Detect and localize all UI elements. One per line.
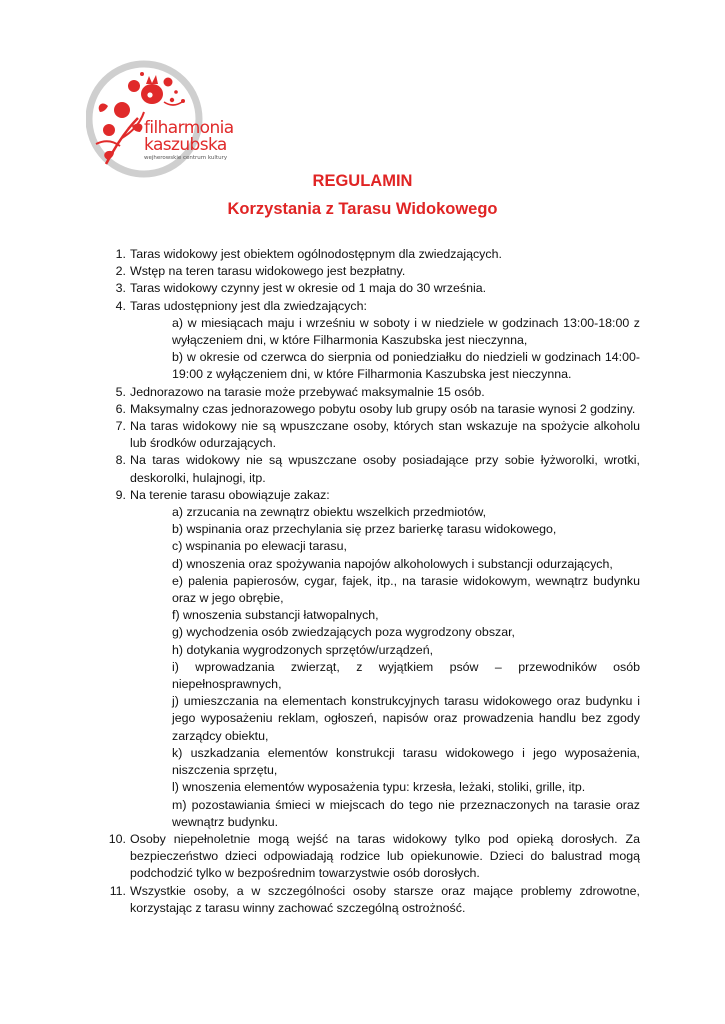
sub-list-item: b) wspinania oraz przechylania się przez barierkę tarasu widokowego,	[172, 522, 557, 537]
list-item-text: Na taras widokowy nie są wpuszczane osoby, których stan wskazuje na spożycie alkoholu lub środków odurzających.	[130, 419, 640, 451]
list-item-text: Taras widokowy jest obiektem ogólnodostępnym dla zwiedzających.	[130, 247, 502, 261]
list-item	[108, 883, 640, 917]
sub-list-item: a) zrzucania na zewnątrz obiektu wszelkich przedmiotów,	[172, 505, 487, 520]
list-item-number: 4.	[115, 298, 126, 313]
list-item-text: Taras udostępniony jest dla zwiedzających:	[130, 298, 367, 313]
logo-line-2: kaszubska	[144, 135, 227, 155]
list-item-text: Maksymalny czas jednorazowego pobytu osoby lub grupy osób na tarasie wynosi 2 godziny.	[130, 401, 636, 416]
list-item	[108, 418, 640, 452]
document-subtitle: Korzystania z Tarasu Widokowego	[227, 200, 498, 218]
list-item-number: 8.	[115, 453, 126, 468]
list-item	[108, 384, 640, 401]
sub-list-item: d) wnoszenia oraz spożywania napojów alkoholowych i substancji odurzających,	[172, 556, 613, 571]
list-item-text: Taras widokowy czynny jest w okresie od 1 maja do 30 września.	[130, 281, 487, 296]
sub-list-item: c) wspinania po elewacji tarasu,	[172, 539, 347, 554]
list-item	[108, 401, 640, 418]
document-title: REGULAMIN	[312, 172, 413, 190]
list-item-number: 6.	[115, 401, 126, 416]
list-item-number: 9.	[115, 487, 126, 502]
list-item-text: Jednorazowo na tarasie może przebywać maksymalnie 15 osób.	[130, 384, 485, 399]
list-item	[108, 487, 640, 831]
list-item-text: Wszystkie osoby, a w szczególności osoby starsze oraz mające problemy zdrowotne, korzystając z tarasu winny zachować szczególną ostrożność.	[130, 883, 640, 915]
sub-list-item: b) w okresie od czerwca do sierpnia od poniedziałku do niedzieli w godzinach 14:00-19:00 z wyłączeniem dni, w które Filharmonia Kaszubska jest nieczynna.	[172, 350, 640, 382]
list-item	[108, 246, 640, 263]
sub-list-item: a) w miesiącach maju i wrześniu w soboty i w niedziele w godzinach 13:00-18:00 z wyłączeniem dni, w które Filharmonia Kaszubska jest nieczynna,	[172, 315, 640, 348]
sub-list	[172, 504, 640, 831]
list-item	[108, 263, 640, 280]
sub-list-item: e) palenia papierosów, cygar, fajek, itp., na tarasie widokowym, wewnątrz budynku oraz w jego obrębie,	[172, 573, 640, 606]
sub-list-item: g) wychodzenia osób zwiedzających poza wygrodzony obszar,	[172, 625, 515, 640]
sub-list-item: k) uszkadzania elementów konstrukcji tarasu widokowego i jego wyposażenia, niszczenia sprzętu,	[172, 745, 640, 778]
list-item-text: Na terenie tarasu obowiązuje zakaz:	[130, 487, 330, 502]
regulations-list	[108, 246, 640, 917]
sub-list-item: l) wnoszenia elementów wyposażenia typu: krzesła, leżaki, stoliki, grille, itp.	[172, 780, 586, 795]
list-item-number: 11.	[109, 883, 126, 898]
logo-line-1: filharmonia	[144, 118, 234, 138]
list-item-number: 10.	[108, 831, 126, 846]
list-item-number: 5.	[115, 384, 126, 399]
filharmonia-kaszubska-logo	[86, 60, 236, 178]
sub-list-item: h) dotykania wygrodzonych sprzętów/urządzeń,	[172, 642, 434, 657]
list-item-number: 7.	[115, 419, 126, 434]
list-item	[108, 831, 640, 883]
list-item-text: Na taras widokowy nie są wpuszczane osoby posiadające przy sobie łyżworolki, wrotki, deskorolki, hulajnogi, itp.	[130, 453, 640, 485]
list-item	[108, 280, 640, 297]
list-item-number: 3.	[115, 281, 126, 296]
list-item	[108, 452, 640, 486]
list-item-number: 2.	[115, 264, 126, 279]
list-item	[108, 298, 640, 384]
sub-list-item: j) umieszczania na elementach konstrukcyjnych tarasu widokowego oraz budynku i jego wyposażeniu reklam, ogłoszeń, napisów oraz prowadzenia handlu bez zgody zarządcy obiektu,	[172, 694, 640, 743]
sub-list	[172, 315, 640, 384]
sub-list-item: i) wprowadzania zwierząt, z wyjątkiem psów – przewodników osób niepełnosprawnych,	[172, 659, 640, 692]
sub-list-item: m) pozostawiania śmieci w miejscach do tego nie przeznaczonych na tarasie oraz wewnątrz budynku.	[172, 797, 640, 829]
list-item-text: Wstęp na teren tarasu widokowego jest bezpłatny.	[130, 264, 406, 279]
sub-list-item: f) wnoszenia substancji łatwopalnych,	[172, 608, 379, 623]
logo-tagline: wejherowskie centrum kultury	[144, 155, 228, 161]
list-item-number: 1.	[115, 247, 126, 261]
list-item-text: Osoby niepełnoletnie mogą wejść na taras widokowy tylko pod opieką dorosłych. Za bezpieczeństwo dzieci odpowiadają rodzice lub opiekunowie. Dzieci do balustrad mogą podchodzić tylko w bezpośrednim towarzystwie osób dorosłych.	[130, 831, 640, 881]
